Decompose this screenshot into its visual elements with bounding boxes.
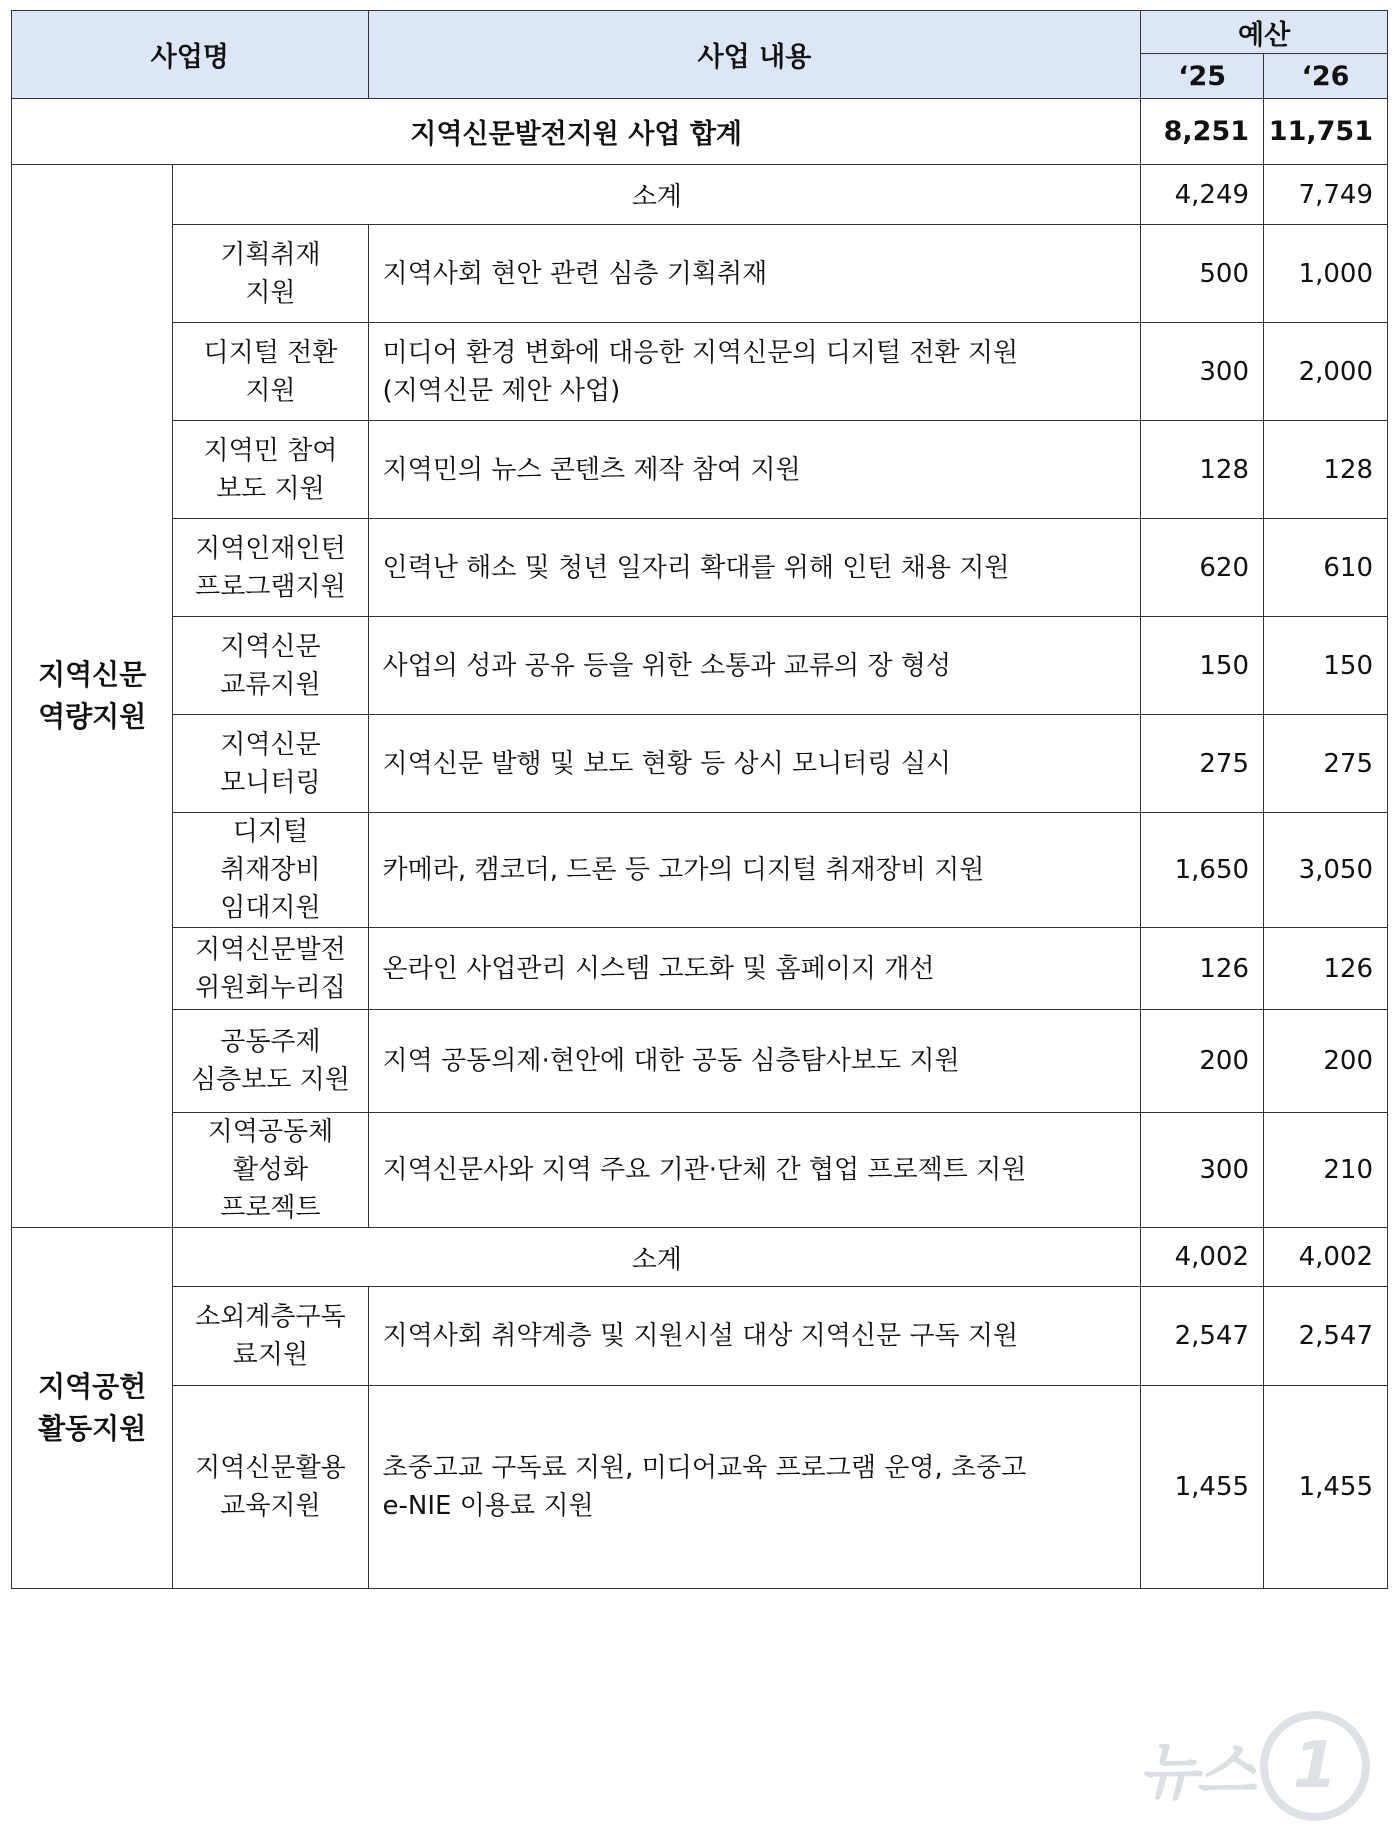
row-description: 지역신문사와 지역 주요 기관·단체 간 협업 프로젝트 지원 bbox=[368, 1113, 1141, 1228]
header-budget: 예산 bbox=[1141, 11, 1388, 54]
total-label: 지역신문발전지원 사업 합계 bbox=[12, 99, 1141, 165]
watermark-text: 뉴스 bbox=[1138, 1734, 1254, 1808]
row-2026: 1,000 bbox=[1264, 225, 1388, 323]
row-2026: 200 bbox=[1264, 1010, 1388, 1113]
row-2026: 210 bbox=[1264, 1113, 1388, 1228]
row-name: 지역민 참여 보도 지원 bbox=[173, 421, 368, 519]
total-row bbox=[12, 99, 1388, 165]
total-2025: 8,251 bbox=[1141, 99, 1264, 165]
row-description: 지역신문 발행 및 보도 현황 등 상시 모니터링 실시 bbox=[368, 715, 1141, 813]
row-2026: 150 bbox=[1264, 617, 1388, 715]
row-2025: 620 bbox=[1141, 519, 1264, 617]
total-2026: 11,751 bbox=[1264, 99, 1388, 165]
subtotal-row bbox=[12, 165, 1388, 225]
row-name: 지역신문 교류지원 bbox=[173, 617, 368, 715]
row-2026: 1,455 bbox=[1264, 1386, 1388, 1589]
row-2026: 128 bbox=[1264, 421, 1388, 519]
header-business-name: 사업명 bbox=[12, 11, 369, 99]
row-2025: 150 bbox=[1141, 617, 1264, 715]
subtotal-2026: 4,002 bbox=[1264, 1228, 1388, 1287]
subtotal-row bbox=[12, 1228, 1388, 1287]
row-2025: 1,455 bbox=[1141, 1386, 1264, 1589]
subtotal-2026: 7,749 bbox=[1264, 165, 1388, 225]
row-name: 지역신문활용 교육지원 bbox=[173, 1386, 368, 1589]
row-description: 사업의 성과 공유 등을 위한 소통과 교류의 장 형성 bbox=[368, 617, 1141, 715]
row-2025: 300 bbox=[1141, 1113, 1264, 1228]
group-label-community: 지역공헌 활동지원 bbox=[12, 1228, 173, 1589]
row-2025: 300 bbox=[1141, 323, 1264, 421]
news1-watermark-logo bbox=[1138, 1711, 1370, 1821]
row-2026: 2,000 bbox=[1264, 323, 1388, 421]
row-description: 미디어 환경 변화에 대응한 지역신문의 디지털 전환 지원 (지역신문 제안 사업) bbox=[368, 323, 1141, 421]
subtotal-label: 소계 bbox=[173, 1228, 1141, 1287]
subtotal-label: 소계 bbox=[173, 165, 1141, 225]
group-label-capacity: 지역신문 역량지원 bbox=[12, 165, 173, 1228]
header-year-2025: ‘25 bbox=[1141, 54, 1264, 99]
budget-table bbox=[11, 10, 1388, 1589]
subtotal-2025: 4,249 bbox=[1141, 165, 1264, 225]
table-row bbox=[12, 1287, 1388, 1386]
table-row bbox=[12, 1386, 1388, 1589]
row-2025: 500 bbox=[1141, 225, 1264, 323]
header-year-2026: ‘26 bbox=[1264, 54, 1388, 99]
header-business-content: 사업 내용 bbox=[368, 11, 1141, 99]
table-row bbox=[12, 1113, 1388, 1228]
row-description: 지역사회 취약계층 및 지원시설 대상 지역신문 구독 지원 bbox=[368, 1287, 1141, 1386]
table-row bbox=[12, 715, 1388, 813]
table-row bbox=[12, 928, 1388, 1010]
row-2025: 1,650 bbox=[1141, 813, 1264, 928]
row-2026: 3,050 bbox=[1264, 813, 1388, 928]
table-row bbox=[12, 225, 1388, 323]
watermark-circle-icon bbox=[1260, 1711, 1370, 1821]
row-name: 지역신문발전 위원회누리집 bbox=[173, 928, 368, 1010]
row-description: 지역 공동의제·현안에 대한 공동 심층탐사보도 지원 bbox=[368, 1010, 1141, 1113]
row-description: 지역민의 뉴스 콘텐츠 제작 참여 지원 bbox=[368, 421, 1141, 519]
row-2026: 275 bbox=[1264, 715, 1388, 813]
row-name: 기획취재 지원 bbox=[173, 225, 368, 323]
row-name: 디지털 전환 지원 bbox=[173, 323, 368, 421]
row-2025: 2,547 bbox=[1141, 1287, 1264, 1386]
row-2025: 126 bbox=[1141, 928, 1264, 1010]
table-row bbox=[12, 323, 1388, 421]
row-description: 온라인 사업관리 시스템 고도화 및 홈페이지 개선 bbox=[368, 928, 1141, 1010]
table-row bbox=[12, 1010, 1388, 1113]
row-description: 초중고교 구독료 지원, 미디어교육 프로그램 운영, 초중고 e-NIE 이용료 지원 bbox=[368, 1386, 1141, 1589]
subtotal-2025: 4,002 bbox=[1141, 1228, 1264, 1287]
row-name: 디지털 취재장비 임대지원 bbox=[173, 813, 368, 928]
row-name: 공동주제 심층보도 지원 bbox=[173, 1010, 368, 1113]
row-description: 지역사회 현안 관련 심층 기획취재 bbox=[368, 225, 1141, 323]
row-name: 소외계층구독 료지원 bbox=[173, 1287, 368, 1386]
row-name: 지역인재인턴 프로그램지원 bbox=[173, 519, 368, 617]
table-row bbox=[12, 421, 1388, 519]
row-2025: 128 bbox=[1141, 421, 1264, 519]
row-name: 지역신문 모니터링 bbox=[173, 715, 368, 813]
row-2026: 2,547 bbox=[1264, 1287, 1388, 1386]
table-row bbox=[12, 519, 1388, 617]
row-2026: 126 bbox=[1264, 928, 1388, 1010]
table-row bbox=[12, 617, 1388, 715]
watermark-logo-numeral: 1 bbox=[1292, 1729, 1338, 1803]
row-description: 카메라, 캠코더, 드론 등 고가의 디지털 취재장비 지원 bbox=[368, 813, 1141, 928]
table-row bbox=[12, 813, 1388, 928]
row-2026: 610 bbox=[1264, 519, 1388, 617]
row-2025: 200 bbox=[1141, 1010, 1264, 1113]
row-name: 지역공동체 활성화 프로젝트 bbox=[173, 1113, 368, 1228]
row-description: 인력난 해소 및 청년 일자리 확대를 위해 인턴 채용 지원 bbox=[368, 519, 1141, 617]
row-2025: 275 bbox=[1141, 715, 1264, 813]
